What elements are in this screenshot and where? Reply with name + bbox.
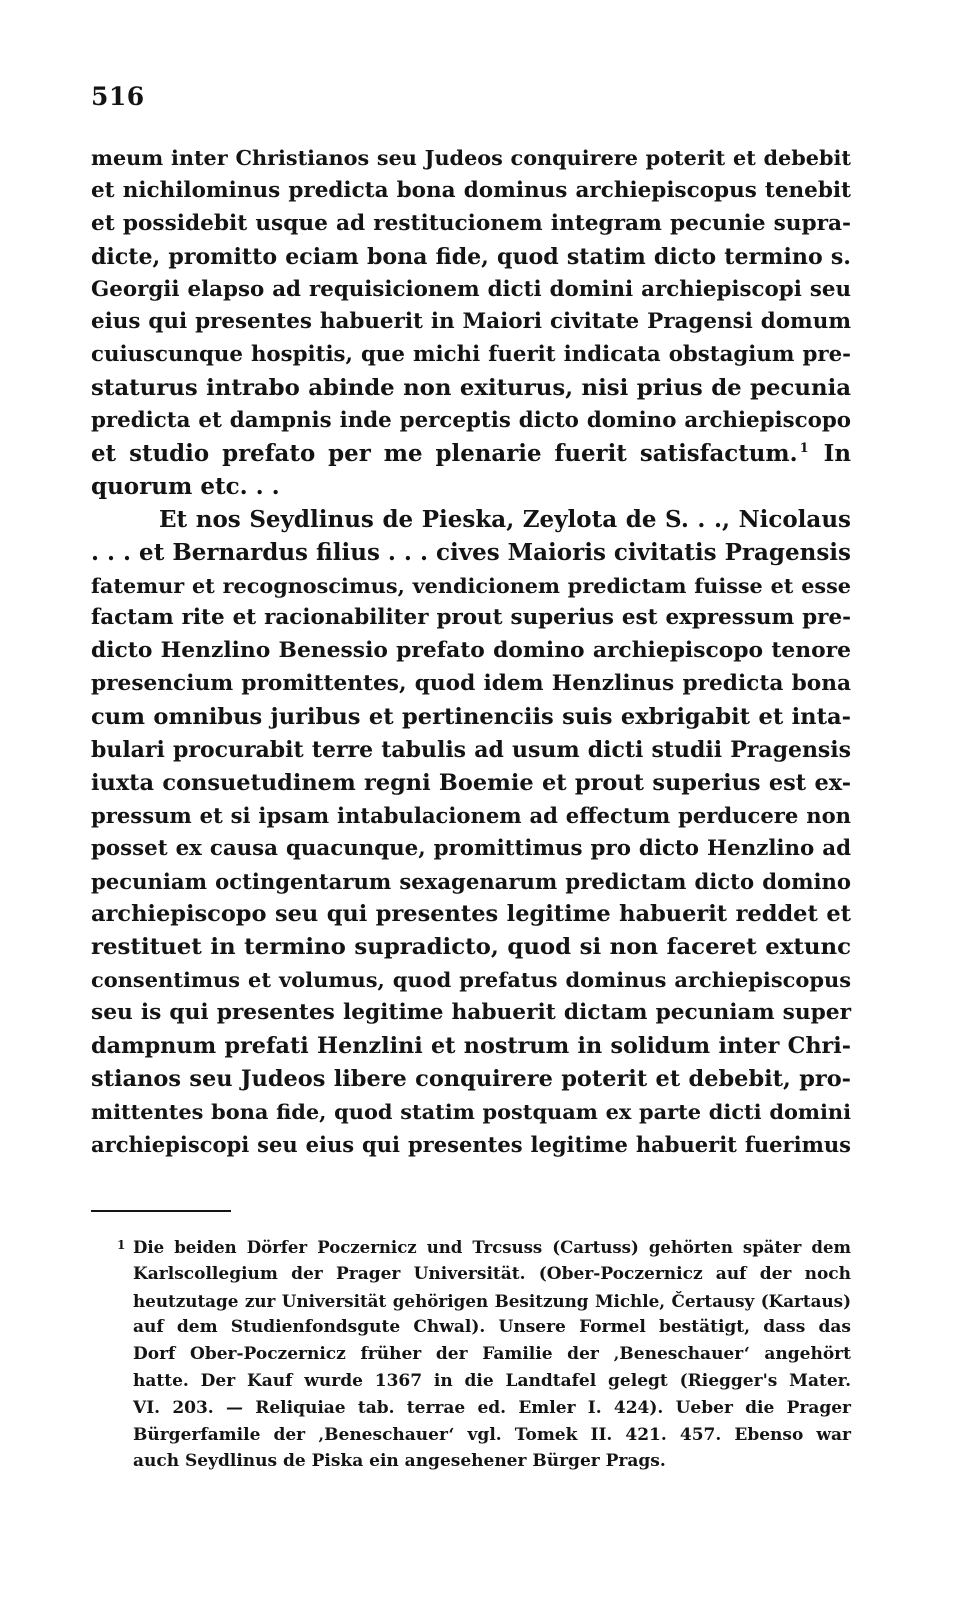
text-line: restituet in termino supradicto, quod si non faceret extunc [91,934,851,961]
footnote-line: auch Seydlinus de Piska ein angesehener Bürger Prags. [133,1451,666,1472]
footnote-line [91,1234,851,1261]
text-line: predicta et dampnis inde perceptis dicto domino archiepiscopo [91,408,851,434]
text-line-with-footnote [91,438,851,471]
footnote-line: Karlscollegium der Prager Universität. (Ober-Poczernicz auf der noch [133,1263,851,1284]
paragraph-start-line: Et nos Seydlinus de Pieska, Zeylota de S. . ., Nicolaus [159,505,851,533]
text-line: stianos seu Judeos libere conquirere poterit et debebit, pro- [91,1065,851,1092]
text-line: bulari procurabit terre tabulis ad usum dicti studii Pragensis [91,737,851,764]
text-line: seu is qui presentes legitime habuerit dictam pecuniam super [91,1000,851,1026]
text-line: iuxta consuetudinem regni Boemie et prout superius est ex- [91,769,851,796]
text-line: factam rite et racionabiliter prout superius est expressum pre- [91,605,851,631]
text-line: presencium promittentes, quod idem Henzlinus predicta bona [91,671,851,697]
footnote-line: Dorf Ober-Poczernicz früher der Familie der ‚Beneschauer‘ angehört [133,1344,851,1365]
text-line: dicto Henzlino Benessio prefato domino archiepiscopo tenore [91,638,851,664]
footnote-line: auf dem Studienfondsgute Chwal). Unsere Formel bestätigt, dass das [133,1317,851,1338]
text-line: staturus intrabo abinde non exiturus, nisi prius de pecunia [91,375,851,402]
text-line: consentimus et volumus, quod prefatus dominus archiepiscopus [91,967,851,993]
main-text [91,142,851,1162]
page-number: 516 [91,82,145,111]
footnote-line: heutzutage zur Universität gehörigen Besitzung Michle, Čertausy (Kartaus) [133,1290,851,1311]
footnote-separator [91,1210,231,1212]
text-line: et nichilominus predicta bona dominus archiepiscopus tenebit [91,177,851,203]
text-line: et possidebit usque ad restitucionem integram pecunie supra- [91,210,851,236]
text-line: Georgii elapso ad requisicionem dicti domini archiepiscopi seu [91,276,851,302]
text-segment: In [823,441,851,468]
text-line: cum omnibus juribus et pertinenciis suis exbrigabit et inta- [91,704,851,731]
text-line: quorum etc. . . [91,472,280,500]
text-segment: et studio prefato per me plenarie fuerit satisfactum. [91,441,798,468]
text-line: dampnum prefati Henzlini et nostrum in solidum inter Chri- [91,1033,851,1060]
footnote-marker: 1 [117,1238,126,1252]
text-line: archiepiscopo seu qui presentes legitime habuerit reddet et [91,901,851,928]
footnote-line: hatte. Der Kauf wurde 1367 in die Landtafel gelegt (Riegger's Mater. [133,1370,851,1391]
footnotes [91,1234,851,1475]
text-line: dicte, promitto eciam bona fide, quod statim dicto termino s. [91,243,851,270]
footnote-line: VI. 203. — Reliquiae tab. terrae ed. Emler I. 424). Ueber die Prager [133,1397,851,1418]
text-line: fatemur et recognoscimus, vendicionem predictam fuisse et esse [91,573,851,598]
footnote-text: Die beiden Dörfer Poczernicz und Trcsuss (Cartuss) gehörten später dem [133,1237,851,1257]
footnote-reference: 1 [799,441,809,457]
text-line: posset ex causa quacunque, promittimus pro dicto Henzlino ad [91,835,851,861]
text-line: cuiuscunque hospitis, que michi fuerit indicata obstagium pre- [91,342,851,368]
text-line: pressum et si ipsam intabulacionem ad effectum perducere non [91,802,851,828]
text-line: mittentes bona fide, quod statim postquam ex parte dicti domini [91,1098,851,1124]
text-line: archiepiscopi seu eius qui presentes legitime habuerit fuerimus [91,1131,851,1157]
text-line: meum inter Christianos seu Judeos conquirere poterit et debebit [91,145,851,170]
footnote-line: Bürgerfamile der ‚Beneschauer‘ vgl. Tomek II. 421. 457. Ebenso war [133,1424,851,1445]
text-line: . . . et Bernardus filius . . . cives Maioris civitatis Pragensis [91,538,851,566]
text-line: pecuniam octingentarum sexagenarum predictam dicto domino [91,868,851,894]
text-line: eius qui presentes habuerit in Maiori civitate Pragensi domum [91,309,851,335]
